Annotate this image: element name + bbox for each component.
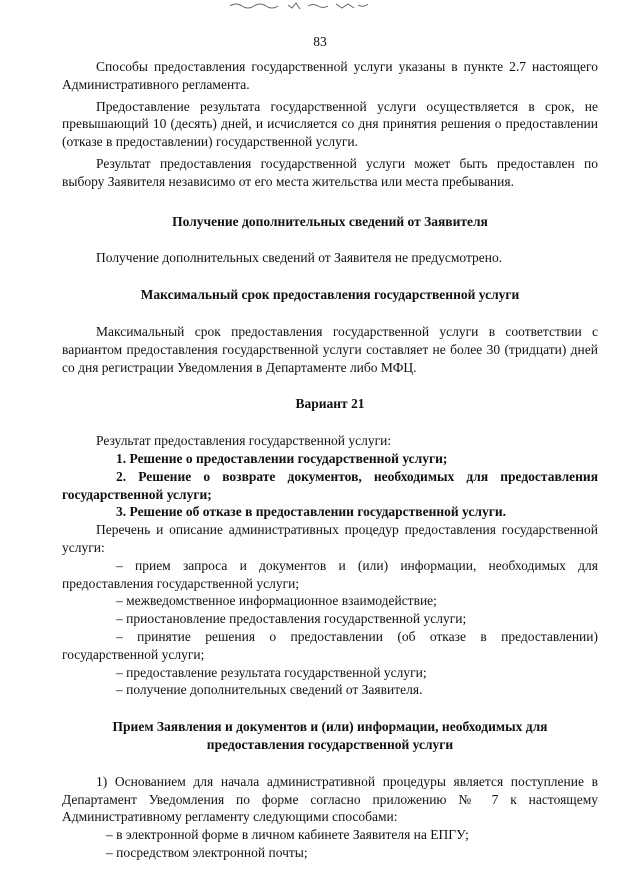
paragraph: Способы предоставления государственной услуги указаны в пункте 2.7 настоящего Административного регламента.: [62, 59, 598, 92]
document-body: [62, 58, 598, 862]
section-heading: Вариант 21: [295, 396, 365, 412]
procedure-item: – приостановление предоставления государственной услуги;: [116, 611, 467, 627]
result-item: 1. Решение о предоставлении государственной услуги;: [116, 450, 448, 466]
paragraph: Результат предоставления государственной услуги может быть предоставлен по выбору Заявителя независимо от его места жительства или места пребывания.: [62, 155, 598, 189]
paragraph: Получение дополнительных сведений от Заявителя не предусмотрено.: [96, 250, 503, 266]
paragraph: Предоставление результата государственной услуги осуществляется в срок, не превышающий 10 (десять) дней, и исчисляется со дня принятия решения о предоставлении (отказе в предоставлении) государственной услуги.: [62, 98, 598, 150]
paragraph: Перечень и описание административных процедур предоставления государственной услуги:: [62, 522, 598, 555]
paragraph: 1) Основанием для начала административной процедуры является поступление в Департамент Уведомления по форме согласно приложению № 7 к настоящему Административному регламенту следующими способами:: [62, 773, 598, 825]
section-heading: Максимальный срок предоставления государственной услуги: [140, 287, 520, 303]
result-item: 2. Решение о возврате документов, необходимых для предоставления государственной услуги;: [62, 468, 598, 502]
page-number: 83: [313, 34, 327, 49]
procedure-item: – прием запроса и документов и (или) информации, необходимых для предоставления государственной услуги;: [62, 557, 598, 591]
procedure-item: – принятие решения о предоставлении (об отказе в предоставлении) государственной услуги;: [62, 628, 598, 662]
procedure-item: – предоставление результата государственной услуги;: [116, 664, 427, 680]
method-item: – в электронной форме в личном кабинете Заявителя на ЕПГУ;: [106, 827, 469, 843]
paragraph: Результат предоставления государственной услуги:: [96, 433, 392, 449]
method-item: – посредством электронной почты;: [106, 844, 308, 860]
procedure-item: – межведомственное информационное взаимодействие;: [116, 593, 437, 609]
scan-artifact: [228, 0, 374, 12]
section-heading: Прием Заявления и документов и (или) информации, необходимых для предоставления государственной услуги: [112, 719, 548, 752]
paragraph: Максимальный срок предоставления государственной услуги в соответствии с вариантом предоставления государственной услуги составляет не более 30 (тридцати) дней со дня регистрации Уведомления в Департаменте либо МФЦ.: [62, 323, 598, 375]
section-heading: Получение дополнительных сведений от Заявителя: [172, 213, 488, 229]
procedure-item: – получение дополнительных сведений от Заявителя.: [116, 682, 423, 698]
result-item: 3. Решение об отказе в предоставлении государственной услуги.: [116, 504, 506, 520]
